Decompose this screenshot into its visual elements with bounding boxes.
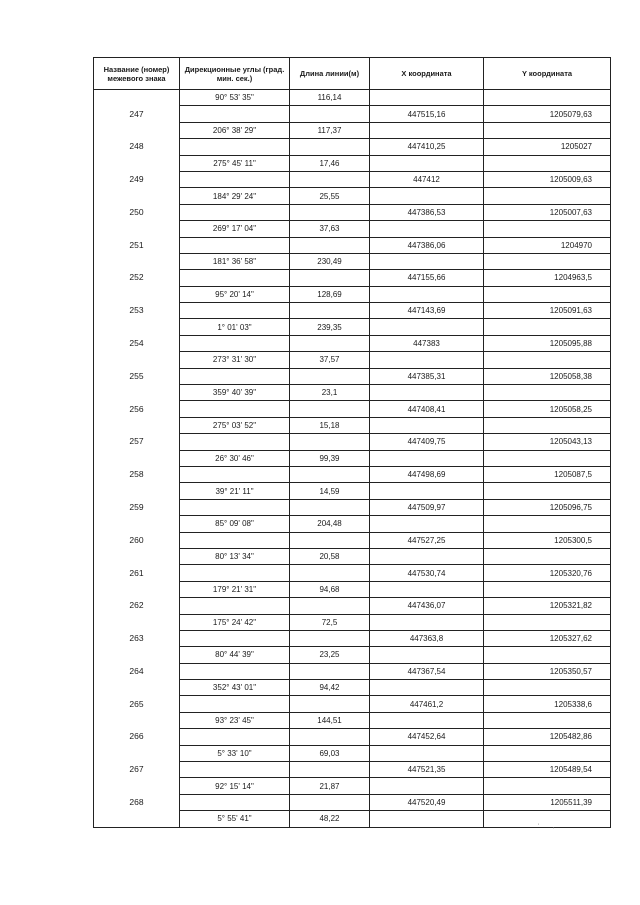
table-row [94, 680, 611, 696]
cell-x-coordinate: 447530,74 [370, 565, 484, 581]
cell-point-name: 264 [94, 663, 180, 679]
cell-x-coordinate: 447527,25 [370, 532, 484, 548]
cell-direction-angle: 1° 01' 03" [180, 319, 290, 335]
cell-point-name [94, 581, 180, 597]
cell-x-coordinate [370, 647, 484, 663]
table-row [94, 434, 611, 450]
cell-y-coordinate [484, 548, 611, 564]
cell-point-name [94, 811, 180, 827]
cell-direction-angle: 181° 36' 58" [180, 253, 290, 269]
cell-direction-angle: 85° 09' 08" [180, 516, 290, 532]
table-row [94, 712, 611, 728]
cell-point-name: 268 [94, 794, 180, 810]
cell-direction-angle: 206° 38' 29" [180, 122, 290, 138]
cell-direction-angle [180, 532, 290, 548]
cell-y-coordinate [484, 221, 611, 237]
cell-point-name [94, 385, 180, 401]
cell-line-length [290, 139, 370, 155]
cell-point-name [94, 90, 180, 106]
cell-point-name: 257 [94, 434, 180, 450]
table-row [94, 188, 611, 204]
cell-line-length: 116,14 [290, 90, 370, 106]
cell-x-coordinate: 447385,31 [370, 368, 484, 384]
cell-direction-angle: 92° 15' 14" [180, 778, 290, 794]
cell-x-coordinate [370, 548, 484, 564]
cell-y-coordinate [484, 188, 611, 204]
cell-line-length [290, 630, 370, 646]
cell-direction-angle: 80° 44' 39" [180, 647, 290, 663]
cell-y-coordinate: 1205079,63 [484, 106, 611, 122]
cell-y-coordinate: 1205007,63 [484, 204, 611, 220]
cell-point-name: 258 [94, 466, 180, 482]
cell-line-length [290, 762, 370, 778]
cell-x-coordinate [370, 680, 484, 696]
cell-direction-angle [180, 729, 290, 745]
cell-y-coordinate: 1205043,13 [484, 434, 611, 450]
table-row [94, 696, 611, 712]
cell-line-length: 94,68 [290, 581, 370, 597]
cell-point-name [94, 548, 180, 564]
cell-line-length [290, 401, 370, 417]
cell-x-coordinate [370, 417, 484, 433]
cell-point-name [94, 352, 180, 368]
cell-x-coordinate: 447452,64 [370, 729, 484, 745]
cell-direction-angle [180, 696, 290, 712]
cell-direction-angle: 39° 21' 11" [180, 483, 290, 499]
cell-line-length [290, 303, 370, 319]
cell-line-length [290, 270, 370, 286]
cell-line-length: 48,22 [290, 811, 370, 827]
cell-direction-angle [180, 139, 290, 155]
cell-y-coordinate: 1205058,25 [484, 401, 611, 417]
cell-line-length: 204,48 [290, 516, 370, 532]
cell-x-coordinate: 447363,8 [370, 630, 484, 646]
cell-line-length [290, 335, 370, 351]
cell-line-length [290, 663, 370, 679]
cell-direction-angle [180, 401, 290, 417]
header-line-length: Длина линии(м) [290, 58, 370, 90]
table-row [94, 385, 611, 401]
cell-line-length: 37,63 [290, 221, 370, 237]
table-row [94, 319, 611, 335]
table-row [94, 794, 611, 810]
cell-line-length [290, 204, 370, 220]
cell-line-length: 15,18 [290, 417, 370, 433]
cell-line-length: 14,59 [290, 483, 370, 499]
cell-x-coordinate [370, 286, 484, 302]
table-row [94, 499, 611, 515]
cell-direction-angle: 93° 23' 45" [180, 712, 290, 728]
cell-x-coordinate [370, 122, 484, 138]
cell-line-length [290, 106, 370, 122]
cell-direction-angle [180, 106, 290, 122]
cell-line-length [290, 794, 370, 810]
cell-point-name [94, 221, 180, 237]
cell-y-coordinate: 1205320,76 [484, 565, 611, 581]
cell-line-length: 144,51 [290, 712, 370, 728]
table-row [94, 368, 611, 384]
cell-x-coordinate [370, 811, 484, 827]
table-row [94, 155, 611, 171]
cell-x-coordinate: 447383 [370, 335, 484, 351]
cell-y-coordinate [484, 319, 611, 335]
cell-point-name [94, 319, 180, 335]
cell-line-length: 25,55 [290, 188, 370, 204]
table-row [94, 745, 611, 761]
cell-x-coordinate [370, 745, 484, 761]
cell-line-length: 117,37 [290, 122, 370, 138]
table-row [94, 466, 611, 482]
cell-x-coordinate [370, 483, 484, 499]
cell-point-name: 252 [94, 270, 180, 286]
cell-point-name: 263 [94, 630, 180, 646]
cell-x-coordinate: 447436,07 [370, 598, 484, 614]
cell-line-length [290, 696, 370, 712]
cell-point-name [94, 188, 180, 204]
cell-x-coordinate: 447155,66 [370, 270, 484, 286]
cell-x-coordinate: 447515,16 [370, 106, 484, 122]
cell-point-name [94, 155, 180, 171]
boundary-coordinates-table [93, 57, 611, 828]
cell-x-coordinate: 447143,69 [370, 303, 484, 319]
table-row [94, 811, 611, 827]
cell-point-name: 259 [94, 499, 180, 515]
cell-y-coordinate: 1205327,62 [484, 630, 611, 646]
table-row [94, 401, 611, 417]
cell-direction-angle [180, 270, 290, 286]
cell-line-length [290, 499, 370, 515]
cell-x-coordinate [370, 155, 484, 171]
cell-direction-angle [180, 630, 290, 646]
table-row [94, 286, 611, 302]
cell-point-name [94, 647, 180, 663]
cell-point-name: 256 [94, 401, 180, 417]
cell-y-coordinate [484, 253, 611, 269]
cell-line-length [290, 466, 370, 482]
cell-point-name [94, 680, 180, 696]
cell-x-coordinate: 447409,75 [370, 434, 484, 450]
cell-direction-angle [180, 598, 290, 614]
table-row [94, 663, 611, 679]
cell-direction-angle [180, 303, 290, 319]
cell-direction-angle [180, 499, 290, 515]
cell-y-coordinate [484, 581, 611, 597]
cell-y-coordinate [484, 450, 611, 466]
cell-y-coordinate: 1205511,39 [484, 794, 611, 810]
cell-y-coordinate [484, 286, 611, 302]
cell-line-length: 20,58 [290, 548, 370, 564]
table-row [94, 778, 611, 794]
cell-point-name [94, 745, 180, 761]
cell-line-length [290, 598, 370, 614]
table-row [94, 335, 611, 351]
cell-line-length [290, 532, 370, 548]
table-row [94, 106, 611, 122]
cell-x-coordinate [370, 614, 484, 630]
cell-point-name: 248 [94, 139, 180, 155]
header-x-coordinate: X координата [370, 58, 484, 90]
cell-point-name [94, 450, 180, 466]
table-row [94, 630, 611, 646]
cell-y-coordinate [484, 352, 611, 368]
cell-point-name: 255 [94, 368, 180, 384]
cell-direction-angle: 184° 29' 24" [180, 188, 290, 204]
table-row [94, 483, 611, 499]
table-row [94, 762, 611, 778]
cell-x-coordinate [370, 352, 484, 368]
table-row [94, 417, 611, 433]
cell-direction-angle: 275° 03' 52" [180, 417, 290, 433]
cell-y-coordinate: 1205095,88 [484, 335, 611, 351]
cell-direction-angle [180, 335, 290, 351]
cell-x-coordinate [370, 516, 484, 532]
cell-point-name: 247 [94, 106, 180, 122]
cell-point-name [94, 122, 180, 138]
cell-direction-angle: 179° 21' 31" [180, 581, 290, 597]
cell-x-coordinate: 447498,69 [370, 466, 484, 482]
cell-y-coordinate: 1204970 [484, 237, 611, 253]
table-row [94, 171, 611, 187]
cell-line-length: 23,25 [290, 647, 370, 663]
cell-x-coordinate [370, 188, 484, 204]
cell-y-coordinate: 1205300,5 [484, 532, 611, 548]
cell-y-coordinate [484, 90, 611, 106]
cell-x-coordinate [370, 90, 484, 106]
cell-y-coordinate [484, 155, 611, 171]
table-row [94, 139, 611, 155]
table-row [94, 532, 611, 548]
cell-y-coordinate: 1205091,63 [484, 303, 611, 319]
cell-y-coordinate: 1205489,54 [484, 762, 611, 778]
cell-y-coordinate: 1205350,57 [484, 663, 611, 679]
table-row [94, 450, 611, 466]
cell-direction-angle: 275° 45' 11" [180, 155, 290, 171]
cell-x-coordinate: 447521,35 [370, 762, 484, 778]
table-row [94, 237, 611, 253]
cell-x-coordinate [370, 385, 484, 401]
cell-direction-angle [180, 237, 290, 253]
cell-point-name: 260 [94, 532, 180, 548]
cell-line-length: 239,35 [290, 319, 370, 335]
cell-line-length: 72,5 [290, 614, 370, 630]
cell-direction-angle: 352° 43' 01" [180, 680, 290, 696]
cell-direction-angle: 5° 55' 41" [180, 811, 290, 827]
cell-direction-angle [180, 434, 290, 450]
cell-x-coordinate: 447386,53 [370, 204, 484, 220]
cell-y-coordinate [484, 614, 611, 630]
cell-line-length: 94,42 [290, 680, 370, 696]
cell-y-coordinate [484, 122, 611, 138]
cell-y-coordinate: 1205027 [484, 139, 611, 155]
cell-y-coordinate: 1204963,5 [484, 270, 611, 286]
cell-x-coordinate [370, 712, 484, 728]
cell-line-length: 128,69 [290, 286, 370, 302]
header-y-coordinate: Y координата [484, 58, 611, 90]
header-direction-angle: Дирекционные углы (град. мин. сек.) [180, 58, 290, 90]
cell-x-coordinate: 447367,54 [370, 663, 484, 679]
table-row [94, 581, 611, 597]
cell-x-coordinate [370, 221, 484, 237]
cell-y-coordinate [484, 516, 611, 532]
cell-point-name [94, 483, 180, 499]
cell-point-name: 266 [94, 729, 180, 745]
cell-line-length [290, 565, 370, 581]
header-point-name: Название (номер) межевого знака [94, 58, 180, 90]
cell-direction-angle: 175° 24' 42" [180, 614, 290, 630]
cell-line-length: 17,46 [290, 155, 370, 171]
cell-direction-angle [180, 663, 290, 679]
cell-point-name: 253 [94, 303, 180, 319]
cell-y-coordinate [484, 712, 611, 728]
cell-x-coordinate: 447408,41 [370, 401, 484, 417]
cell-line-length [290, 171, 370, 187]
cell-y-coordinate: 1205058,38 [484, 368, 611, 384]
cell-direction-angle: 273° 31' 30" [180, 352, 290, 368]
cell-y-coordinate [484, 417, 611, 433]
cell-y-coordinate: 1205338,6 [484, 696, 611, 712]
table-body [94, 90, 611, 828]
cell-direction-angle [180, 762, 290, 778]
cell-x-coordinate: 447412 [370, 171, 484, 187]
cell-y-coordinate: 1205482,86 [484, 729, 611, 745]
cell-point-name: 267 [94, 762, 180, 778]
cell-direction-angle: 5° 33' 10" [180, 745, 290, 761]
cell-x-coordinate: 447386,06 [370, 237, 484, 253]
cell-point-name [94, 417, 180, 433]
cell-point-name [94, 614, 180, 630]
cell-point-name: 250 [94, 204, 180, 220]
cell-x-coordinate [370, 778, 484, 794]
cell-direction-angle: 269° 17' 04" [180, 221, 290, 237]
cell-direction-angle [180, 204, 290, 220]
table-row [94, 548, 611, 564]
table-row [94, 647, 611, 663]
cell-x-coordinate [370, 253, 484, 269]
table-row [94, 352, 611, 368]
cell-x-coordinate [370, 450, 484, 466]
table-row [94, 516, 611, 532]
cell-y-coordinate [484, 647, 611, 663]
cell-x-coordinate: 447410,25 [370, 139, 484, 155]
table-row [94, 303, 611, 319]
cell-line-length [290, 368, 370, 384]
cell-y-coordinate [484, 680, 611, 696]
cell-line-length [290, 729, 370, 745]
table-row [94, 270, 611, 286]
cell-x-coordinate: 447520,49 [370, 794, 484, 810]
table-row [94, 729, 611, 745]
cell-line-length: 69,03 [290, 745, 370, 761]
cell-direction-angle [180, 466, 290, 482]
cell-line-length: 99,39 [290, 450, 370, 466]
cell-direction-angle: 95° 20' 14" [180, 286, 290, 302]
cell-direction-angle: 26° 30' 46" [180, 450, 290, 466]
cell-point-name: 261 [94, 565, 180, 581]
cell-line-length [290, 237, 370, 253]
cell-y-coordinate [484, 385, 611, 401]
cell-x-coordinate [370, 581, 484, 597]
cell-direction-angle: 90° 53' 35" [180, 90, 290, 106]
cell-point-name [94, 516, 180, 532]
cell-point-name [94, 712, 180, 728]
cell-x-coordinate: 447509,97 [370, 499, 484, 515]
cell-direction-angle [180, 794, 290, 810]
cell-point-name: 265 [94, 696, 180, 712]
cell-line-length: 230,49 [290, 253, 370, 269]
cell-direction-angle: 80° 13' 34" [180, 548, 290, 564]
cell-direction-angle [180, 565, 290, 581]
cell-point-name [94, 778, 180, 794]
table-row [94, 253, 611, 269]
cell-direction-angle [180, 171, 290, 187]
scan-marks: ' , [538, 824, 561, 830]
cell-point-name: 249 [94, 171, 180, 187]
cell-point-name: 251 [94, 237, 180, 253]
cell-line-length [290, 434, 370, 450]
table-row [94, 90, 611, 106]
table-row [94, 221, 611, 237]
table-row [94, 614, 611, 630]
cell-y-coordinate: 1205096,75 [484, 499, 611, 515]
cell-point-name: 262 [94, 598, 180, 614]
cell-y-coordinate [484, 483, 611, 499]
table-row [94, 565, 611, 581]
table-row [94, 598, 611, 614]
cell-line-length: 37,57 [290, 352, 370, 368]
cell-y-coordinate: 1205087,5 [484, 466, 611, 482]
cell-line-length: 23,1 [290, 385, 370, 401]
table-row [94, 122, 611, 138]
cell-y-coordinate [484, 778, 611, 794]
cell-x-coordinate: 447461,2 [370, 696, 484, 712]
table-header-row [94, 58, 611, 90]
cell-y-coordinate [484, 745, 611, 761]
cell-point-name [94, 286, 180, 302]
cell-y-coordinate: 1205321,82 [484, 598, 611, 614]
cell-x-coordinate [370, 319, 484, 335]
cell-point-name: 254 [94, 335, 180, 351]
cell-direction-angle [180, 368, 290, 384]
cell-direction-angle: 359° 40' 39" [180, 385, 290, 401]
cell-line-length: 21,87 [290, 778, 370, 794]
cell-y-coordinate: 1205009,63 [484, 171, 611, 187]
cell-point-name [94, 253, 180, 269]
table-row [94, 204, 611, 220]
